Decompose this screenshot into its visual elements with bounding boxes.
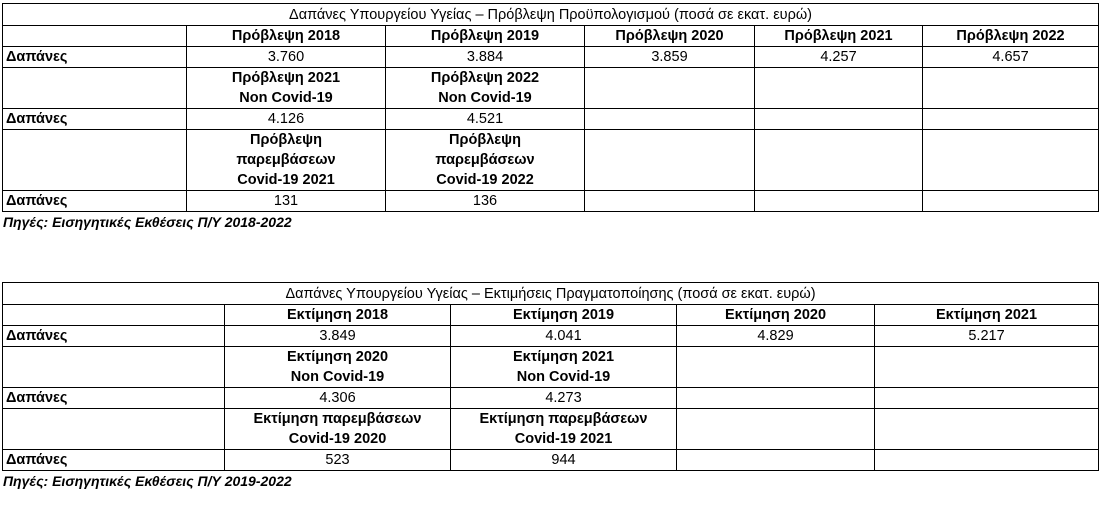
subheader-row <box>3 68 1099 109</box>
table-row <box>3 450 1099 471</box>
value-cell: 4.126 <box>187 109 386 130</box>
row-label: Δαπάνες <box>3 191 187 212</box>
value-cell: 3.849 <box>225 326 451 347</box>
value-cell: 3.884 <box>386 47 585 68</box>
row-label: Δαπάνες <box>3 450 225 471</box>
column-header: Εκτίμηση 2018 <box>225 305 451 326</box>
column-header <box>225 409 451 450</box>
column-header <box>225 347 451 388</box>
column-header <box>187 68 386 109</box>
header-line: Non Covid-19 <box>239 90 333 106</box>
header-line: Εκτίμηση 2021 <box>512 349 615 365</box>
table-row <box>3 191 1099 212</box>
column-header: Πρόβλεψη 2022 <box>923 26 1099 47</box>
subheader-row <box>3 130 1099 191</box>
empty-cell <box>755 68 923 109</box>
row-label: Δαπάνες <box>3 326 225 347</box>
empty-cell <box>677 450 875 471</box>
table-row <box>3 109 1099 130</box>
header-line: Covid-19 2020 <box>288 431 387 447</box>
column-header <box>187 130 386 191</box>
empty-cell <box>3 68 187 109</box>
value-cell: 4.273 <box>451 388 677 409</box>
value-cell: 4.306 <box>225 388 451 409</box>
header-line: παρεμβάσεων <box>435 152 535 168</box>
empty-cell <box>755 191 923 212</box>
column-header: Πρόβλεψη 2018 <box>187 26 386 47</box>
empty-cell <box>585 130 755 191</box>
column-header <box>451 409 677 450</box>
value-cell: 131 <box>187 191 386 212</box>
table-row <box>3 47 1099 68</box>
empty-cell <box>875 409 1099 450</box>
column-header <box>451 347 677 388</box>
column-header: Εκτίμηση 2020 <box>677 305 875 326</box>
header-line: Πρόβλεψη <box>449 132 521 148</box>
column-header: Εκτίμηση 2019 <box>451 305 677 326</box>
column-header: Πρόβλεψη 2021 <box>755 26 923 47</box>
value-cell: 4.257 <box>755 47 923 68</box>
empty-cell <box>3 409 225 450</box>
subheader-row <box>3 347 1099 388</box>
header-line: Non Covid-19 <box>290 369 385 385</box>
subheader-row <box>3 409 1099 450</box>
column-header: Εκτίμηση 2021 <box>875 305 1099 326</box>
value-cell: 523 <box>225 450 451 471</box>
empty-cell <box>3 305 225 326</box>
value-cell: 5.217 <box>875 326 1099 347</box>
row-label: Δαπάνες <box>3 109 187 130</box>
header-line: Πρόβλεψη 2021 <box>231 70 341 86</box>
realization-estimate-section <box>2 282 1098 491</box>
empty-cell <box>677 409 875 450</box>
header-row <box>3 305 1099 326</box>
empty-cell <box>585 191 755 212</box>
value-cell: 3.760 <box>187 47 386 68</box>
empty-cell <box>875 450 1099 471</box>
empty-cell <box>677 388 875 409</box>
header-line: Πρόβλεψη 2022 <box>430 70 540 86</box>
value-cell: 944 <box>451 450 677 471</box>
column-header: Πρόβλεψη 2019 <box>386 26 585 47</box>
empty-cell <box>875 347 1099 388</box>
source-note: Πηγές: Εισηγητικές Εκθέσεις Π/Υ 2018-2022 <box>3 214 292 230</box>
value-cell: 4.657 <box>923 47 1099 68</box>
value-cell: 4.521 <box>386 109 585 130</box>
budget-forecast-section <box>2 3 1098 232</box>
column-header: Πρόβλεψη 2020 <box>585 26 755 47</box>
empty-cell <box>923 191 1099 212</box>
header-line: Non Covid-19 <box>516 369 611 385</box>
row-label: Δαπάνες <box>3 47 187 68</box>
source-note: Πηγές: Εισηγητικές Εκθέσεις Π/Υ 2019-2022 <box>3 473 292 489</box>
empty-cell <box>755 109 923 130</box>
empty-cell <box>923 109 1099 130</box>
column-header <box>386 130 585 191</box>
header-line: Covid-19 2021 <box>514 431 613 447</box>
empty-cell <box>875 388 1099 409</box>
table-row <box>3 388 1099 409</box>
header-line: παρεμβάσεων <box>236 152 336 168</box>
empty-cell <box>3 130 187 191</box>
empty-cell <box>585 68 755 109</box>
row-label: Δαπάνες <box>3 388 225 409</box>
value-cell: 4.041 <box>451 326 677 347</box>
header-line: Non Covid-19 <box>438 90 532 106</box>
table-title: Δαπάνες Υπουργείου Υγείας – Εκτιμήσεις Πραγματοποίησης (ποσά σε εκατ. ευρώ) <box>3 283 1099 305</box>
header-line: Εκτίμηση 2020 <box>286 349 389 365</box>
header-line: Covid-19 2022 <box>436 172 534 188</box>
value-cell: 4.829 <box>677 326 875 347</box>
budget-forecast-table <box>2 3 1099 212</box>
header-line: Πρόβλεψη <box>250 132 322 148</box>
header-line: Εκτίμηση παρεμβάσεων <box>479 411 648 427</box>
empty-cell <box>3 26 187 47</box>
empty-cell <box>3 347 225 388</box>
header-row <box>3 26 1099 47</box>
empty-cell <box>923 130 1099 191</box>
column-header <box>386 68 585 109</box>
table-row <box>3 326 1099 347</box>
value-cell: 3.859 <box>585 47 755 68</box>
empty-cell <box>677 347 875 388</box>
empty-cell <box>923 68 1099 109</box>
empty-cell <box>755 130 923 191</box>
realization-estimate-table <box>2 282 1099 471</box>
value-cell: 136 <box>386 191 585 212</box>
table-title: Δαπάνες Υπουργείου Υγείας – Πρόβλεψη Προϋπολογισμού (ποσά σε εκατ. ευρώ) <box>3 4 1099 26</box>
header-line: Covid-19 2021 <box>237 172 335 188</box>
header-line: Εκτίμηση παρεμβάσεων <box>253 411 422 427</box>
empty-cell <box>585 109 755 130</box>
